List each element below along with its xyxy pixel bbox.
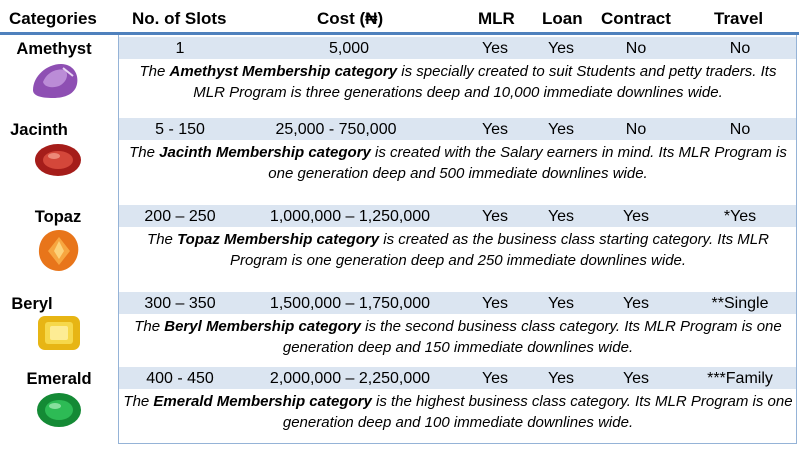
cell-slots: 200 – 250 (144, 208, 216, 225)
beryl-gem-icon (36, 314, 82, 352)
cell-slots: 300 – 350 (144, 295, 216, 312)
cell-loan: Yes (547, 121, 575, 138)
cell-slots: 5 - 150 (155, 121, 205, 138)
cell-contract: No (625, 40, 647, 57)
cell-loan: Yes (547, 295, 575, 312)
cell-cost: 5,000 (328, 40, 370, 57)
cell-cost: 2,000,000 – 2,250,000 (269, 370, 431, 387)
emerald-gem-icon (35, 390, 83, 430)
table-row (119, 118, 796, 140)
cell-loan: Yes (547, 370, 575, 387)
header-categories: Categories (9, 9, 97, 28)
amethyst-gem-icon (29, 60, 81, 100)
table-row (119, 292, 796, 314)
jacinth-gem-icon (33, 142, 83, 178)
cell-mlr: Yes (481, 208, 509, 225)
header-cost: Cost (₦) (317, 9, 384, 28)
cell-mlr: Yes (481, 295, 509, 312)
cell-slots: 1 (175, 40, 185, 57)
cell-contract: No (625, 121, 647, 138)
category-name: Jacinth (10, 121, 68, 139)
category-name: Topaz (34, 208, 82, 226)
header-mlr: MLR (478, 9, 515, 28)
table-row (119, 205, 796, 227)
topaz-gem-icon (36, 227, 82, 273)
header-loan: Loan (542, 9, 583, 28)
cell-slots: 400 - 450 (146, 370, 214, 387)
cell-mlr: Yes (481, 40, 509, 57)
cell-mlr: Yes (481, 121, 509, 138)
header-travel: Travel (714, 9, 764, 28)
category-description: The Beryl Membership category is the second business class category. Its MLR Program is one generation deep and 150 immediate downlines wide. (134, 318, 782, 356)
category-name: Beryl (11, 295, 53, 313)
cell-cost: 1,500,000 – 1,750,000 (269, 295, 431, 312)
cell-travel: No (729, 40, 751, 57)
cell-contract: Yes (622, 370, 650, 387)
cell-loan: Yes (547, 208, 575, 225)
cell-travel: **Single (711, 295, 769, 312)
cell-cost: 1,000,000 – 1,250,000 (269, 208, 431, 225)
table-row (119, 367, 796, 389)
category-description: The Topaz Membership category is created as the business class starting category. Its MLR Program is one generation deep and 250 immediate downlines wide. (147, 231, 769, 269)
table-row (119, 37, 796, 59)
cell-travel: *Yes (723, 208, 757, 225)
cell-contract: Yes (622, 208, 650, 225)
cell-cost: 25,000 - 750,000 (275, 121, 397, 138)
cell-mlr: Yes (481, 370, 509, 387)
category-description: The Jacinth Membership category is created with the Salary earners in mind. Its MLR Program is one generation deep and 500 immediate downlines wide. (129, 144, 787, 182)
cell-contract: Yes (622, 295, 650, 312)
cell-travel: ***Family (707, 370, 773, 387)
header-contract: Contract (601, 9, 671, 28)
table-header (0, 0, 802, 34)
cell-loan: Yes (547, 40, 575, 57)
header-slots: No. of Slots (132, 9, 227, 28)
category-name: Amethyst (16, 40, 92, 58)
category-description: The Emerald Membership category is the highest business class category. Its MLR Program is one generation deep and 100 immediate downlines wide. (123, 393, 793, 431)
category-name: Emerald (26, 370, 92, 388)
cell-travel: No (729, 121, 751, 138)
category-description: The Amethyst Membership category is specially created to suit Students and petty traders. Its MLR Program is three generations deep and 10,000 immediate downlines wide. (139, 63, 777, 101)
